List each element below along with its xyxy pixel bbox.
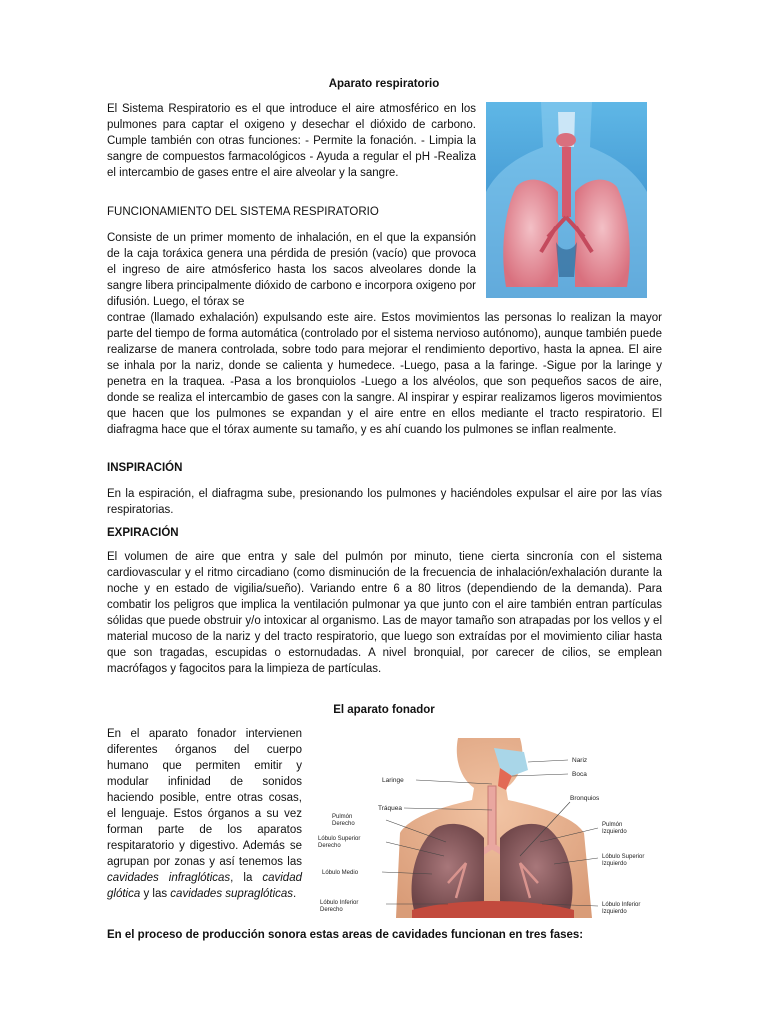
fonador-sep-2: y las — [140, 888, 171, 900]
funcionamiento-heading: FUNCIONAMIENTO DEL SISTEMA RESPIRATORIO — [107, 206, 379, 218]
funcionamiento-paragraph-wide: contrae (llamado exhalación) expulsando este aire. Estos movimientos las personas lo realizan la mayor parte del tiempo de forma automática (controlado por el sistema nervioso autónomo), aunque también puede realizarse de manera controlada, sobre todo para mejorar el rendimiento deportivo, hasta la apnea. El aire se inhala por la nariz, donde se calienta y humedece. -Luego, pasa a la faringe. -Sigue por la laringe y penetra en la traquea. -Pasa a los bronquiolos -Luego a los alvéolos, que son pequeños sacos de aire, donde se realiza el intercambio de gases con la sangre. Al inspirar y espirar realizamos ligeros movimientos que hacen que los pulmones se expandan y el aire entre en ellos mediante el tracto respiratorio. El diafragma hace que el tórax aumente su tamaño, y es ahí cuando los pulmones se inflan realmente. — [107, 312, 662, 436]
cavidades-supragloticas: cavidades supraglóticas — [170, 888, 294, 900]
fonador-sep-1: , la — [230, 872, 263, 884]
label-traquea: Tráquea — [378, 805, 402, 812]
intro-paragraph: El Sistema Respiratorio es el que introduce el aire atmosférico en los pulmones para captar el oxigeno y desechar el dióxido de carbono. Cumple también con otras funciones: - Permite la fonación. - Limpia la sangre de compuestos farmacológicos - Ayuda a regular el pH -Realiza el intercambio de gases entre el aire alveolar y la sangre. — [107, 103, 476, 179]
cavidad-glotica: cavidad glótica — [107, 872, 302, 900]
label-pulmon-izquierdo: Pulmón Izquierdo — [602, 822, 627, 835]
cavidades-infragloticas: cavidades infraglóticas — [107, 872, 231, 884]
fonador-text: En el aparato fonador intervienen diferentes órganos del cuerpo humano que permiten emitir y modular infinidad de sonidos haciendo posible, entre otras cosas, el lenguaje. Estos órganos a su vez forman parte de los aparatos respitaratorio y digestivo. Además se agrupan por zonas y así tenemos las — [107, 728, 302, 868]
fonador-heading: El aparato fonador — [333, 704, 435, 716]
label-lobulo-sup-izq: Lóbulo Superior Izquierdo — [602, 854, 645, 867]
fonador-end: . — [293, 888, 297, 900]
label-pulmon-derecho: Pulmón Derecho — [332, 814, 355, 827]
expiracion-paragraph: El volumen de aire que entra y sale del pulmón por minuto, tiene cierta sincronía con el sistema cardiovascular y el ritmo circadiano (como disminución de la frecuencia de inhalación/exhalación durante la noche y en estado de vigilia/sueño). Variando entre 6 a 80 litros (dependiendo de la demanda). Para combatir los peligros que implica la ventilación pulmonar ya que junto con el aire también entran partículas sólidas que puede obstruir y/o intoxicar al organismo. Las de mayor tamaño son atrapadas por los vellos y el material mucoso de la nariz y del tracto respiratorio, que luego son extraídas por el movimiento ciliar hasta que son tragadas, escupidas o estornudadas. A nivel bronquial, por carecer de cilios, se emplean macrófagos y fagocitos para la limpieza de partículas. — [107, 551, 662, 675]
fonador-closing: En el proceso de producción sonora estas areas de cavidades funcionan en tres fases: — [107, 929, 584, 941]
label-lobulo-medio: Lóbulo Medio — [322, 870, 359, 876]
label-laringe: Laringe — [382, 777, 404, 784]
label-lobulo-inf-izq: Lóbulo Inferior Izquierdo — [602, 902, 641, 915]
label-lobulo-sup-der: Lóbulo Superior Derecho — [318, 836, 361, 849]
vocal-apparatus-diagram — [316, 738, 660, 918]
respiratory-system-illustration — [486, 102, 647, 298]
label-boca: Boca — [572, 771, 587, 778]
label-lobulo-inf-der: Lóbulo Inferior Derecho — [320, 900, 359, 913]
page-title: Aparato respiratorio — [328, 78, 440, 90]
fonador-paragraph — [107, 726, 302, 902]
expiracion-heading: EXPIRACIÓN — [107, 527, 179, 539]
label-bronquios: Bronquios — [570, 795, 600, 802]
funcionamiento-paragraph-narrow: Consiste de un primer momento de inhalación, en el que la expansión de la caja toráxica genera una pérdida de presión (vacío) que provoca el ingreso de aire atmósferico hasta los sacos alveolares donde la sangre libera principalmente dióxido de carbono e incorpora oxigeno por difusión. Luego, el tórax se — [107, 232, 476, 308]
inspiracion-heading: INSPIRACIÓN — [107, 462, 183, 474]
label-nariz: Nariz — [572, 757, 588, 764]
inspiracion-paragraph: En la espiración, el diafragma sube, presionando los pulmones y haciéndoles expulsar el aire por las vías respiratorias. — [107, 488, 662, 516]
